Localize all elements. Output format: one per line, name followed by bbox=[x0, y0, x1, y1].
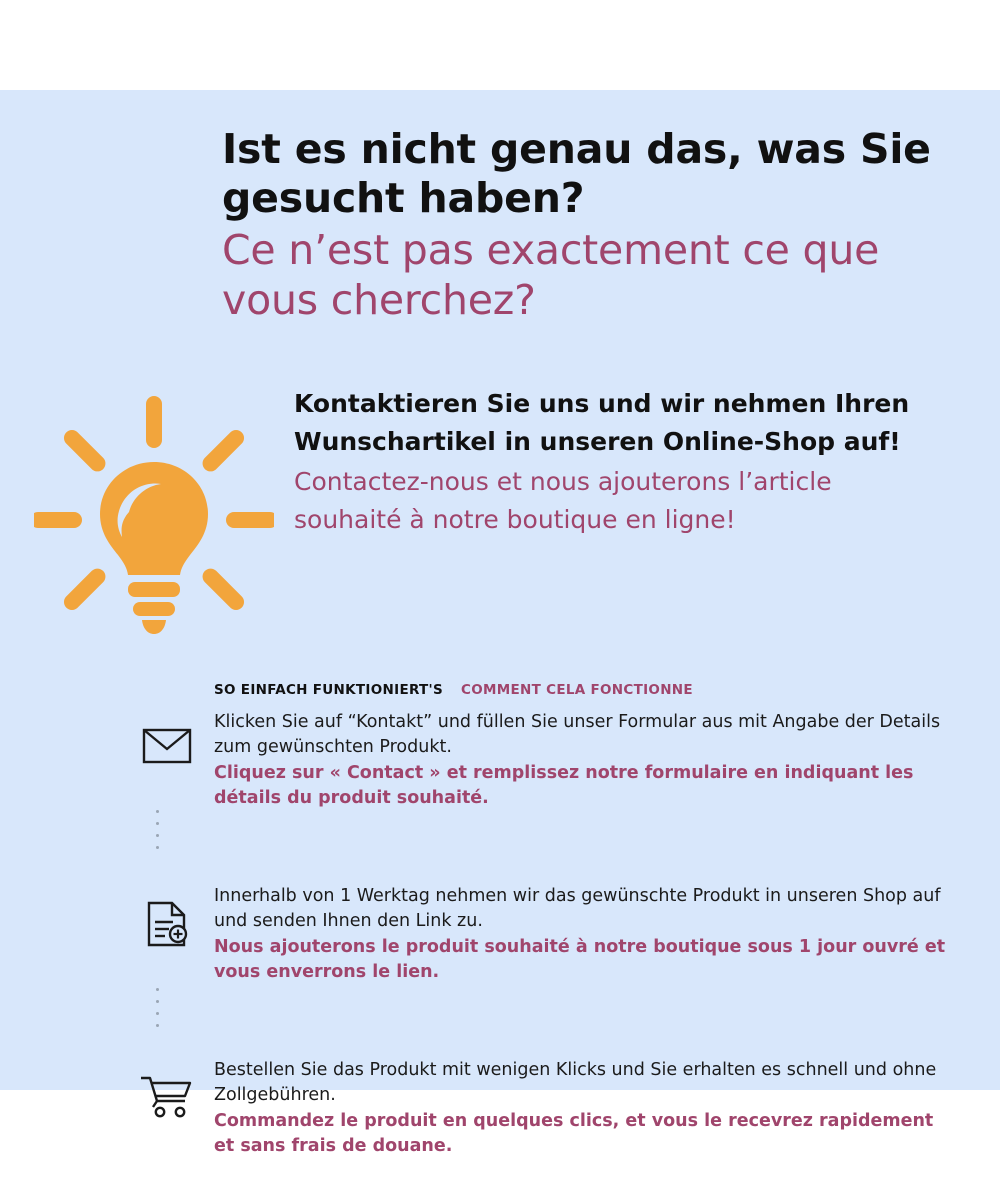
steps-heading-french: COMMENT CELA FONCTIONNE bbox=[461, 682, 693, 698]
step-icon-slot bbox=[120, 884, 214, 948]
step-icon-slot bbox=[120, 710, 214, 766]
step-text-german: Innerhalb von 1 Werktag nehmen wir das gewünschte Produkt in unseren Shop auf und senden Ihnen den Link zu. bbox=[214, 886, 941, 931]
subheadline-block bbox=[294, 385, 914, 539]
step-connector-dots bbox=[155, 810, 159, 849]
step-text bbox=[214, 710, 950, 810]
step-item bbox=[120, 1058, 950, 1178]
step-icon-slot bbox=[120, 1058, 214, 1118]
subheadline-german: Kontaktieren Sie uns und wir nehmen Ihren Wunschartikel in unseren Online-Shop auf! bbox=[294, 389, 910, 456]
promo-banner bbox=[0, 90, 1000, 1156]
steps-heading bbox=[214, 682, 693, 698]
headline-block bbox=[222, 125, 952, 325]
step-text-french: Cliquez sur « Contact » et remplissez notre formulaire en indiquant les détails du produit souhaité. bbox=[214, 762, 914, 808]
step-item bbox=[120, 710, 950, 830]
shopping-cart-icon bbox=[140, 1074, 194, 1118]
step-connector-dots bbox=[155, 988, 159, 1027]
step-text-french: Nous ajouterons le produit souhaité à notre boutique sous 1 jour ouvré et vous enverrons le lien. bbox=[214, 936, 946, 982]
steps-list bbox=[120, 710, 950, 1178]
step-text-german: Bestellen Sie das Produkt mit wenigen Klicks und Sie erhalten es schnell und ohne Zollgebühren. bbox=[214, 1060, 937, 1105]
step-text bbox=[214, 1058, 950, 1158]
subheadline-french: Contactez-nous et nous ajouterons l’article souhaité à notre boutique en ligne! bbox=[294, 467, 832, 534]
steps-heading-german: SO EINFACH FUNKTIONIERT'S bbox=[214, 682, 444, 698]
document-add-icon bbox=[143, 900, 191, 948]
headline-french: Ce n’est pas exactement ce que vous cherchez? bbox=[222, 226, 880, 325]
lightbulb-icon bbox=[34, 390, 274, 640]
envelope-icon bbox=[142, 726, 192, 766]
step-text-french: Commandez le produit en quelques clics, et vous le recevrez rapidement et sans frais de douane. bbox=[214, 1110, 934, 1156]
step-item bbox=[120, 884, 950, 1004]
step-text bbox=[214, 884, 950, 984]
lightbulb-illustration bbox=[34, 390, 274, 640]
headline-german: Ist es nicht genau das, was Sie gesucht haben? bbox=[222, 125, 931, 223]
step-text-german: Klicken Sie auf “Kontakt” und füllen Sie unser Formular aus mit Angabe der Details zum gewünschten Produkt. bbox=[214, 712, 941, 757]
